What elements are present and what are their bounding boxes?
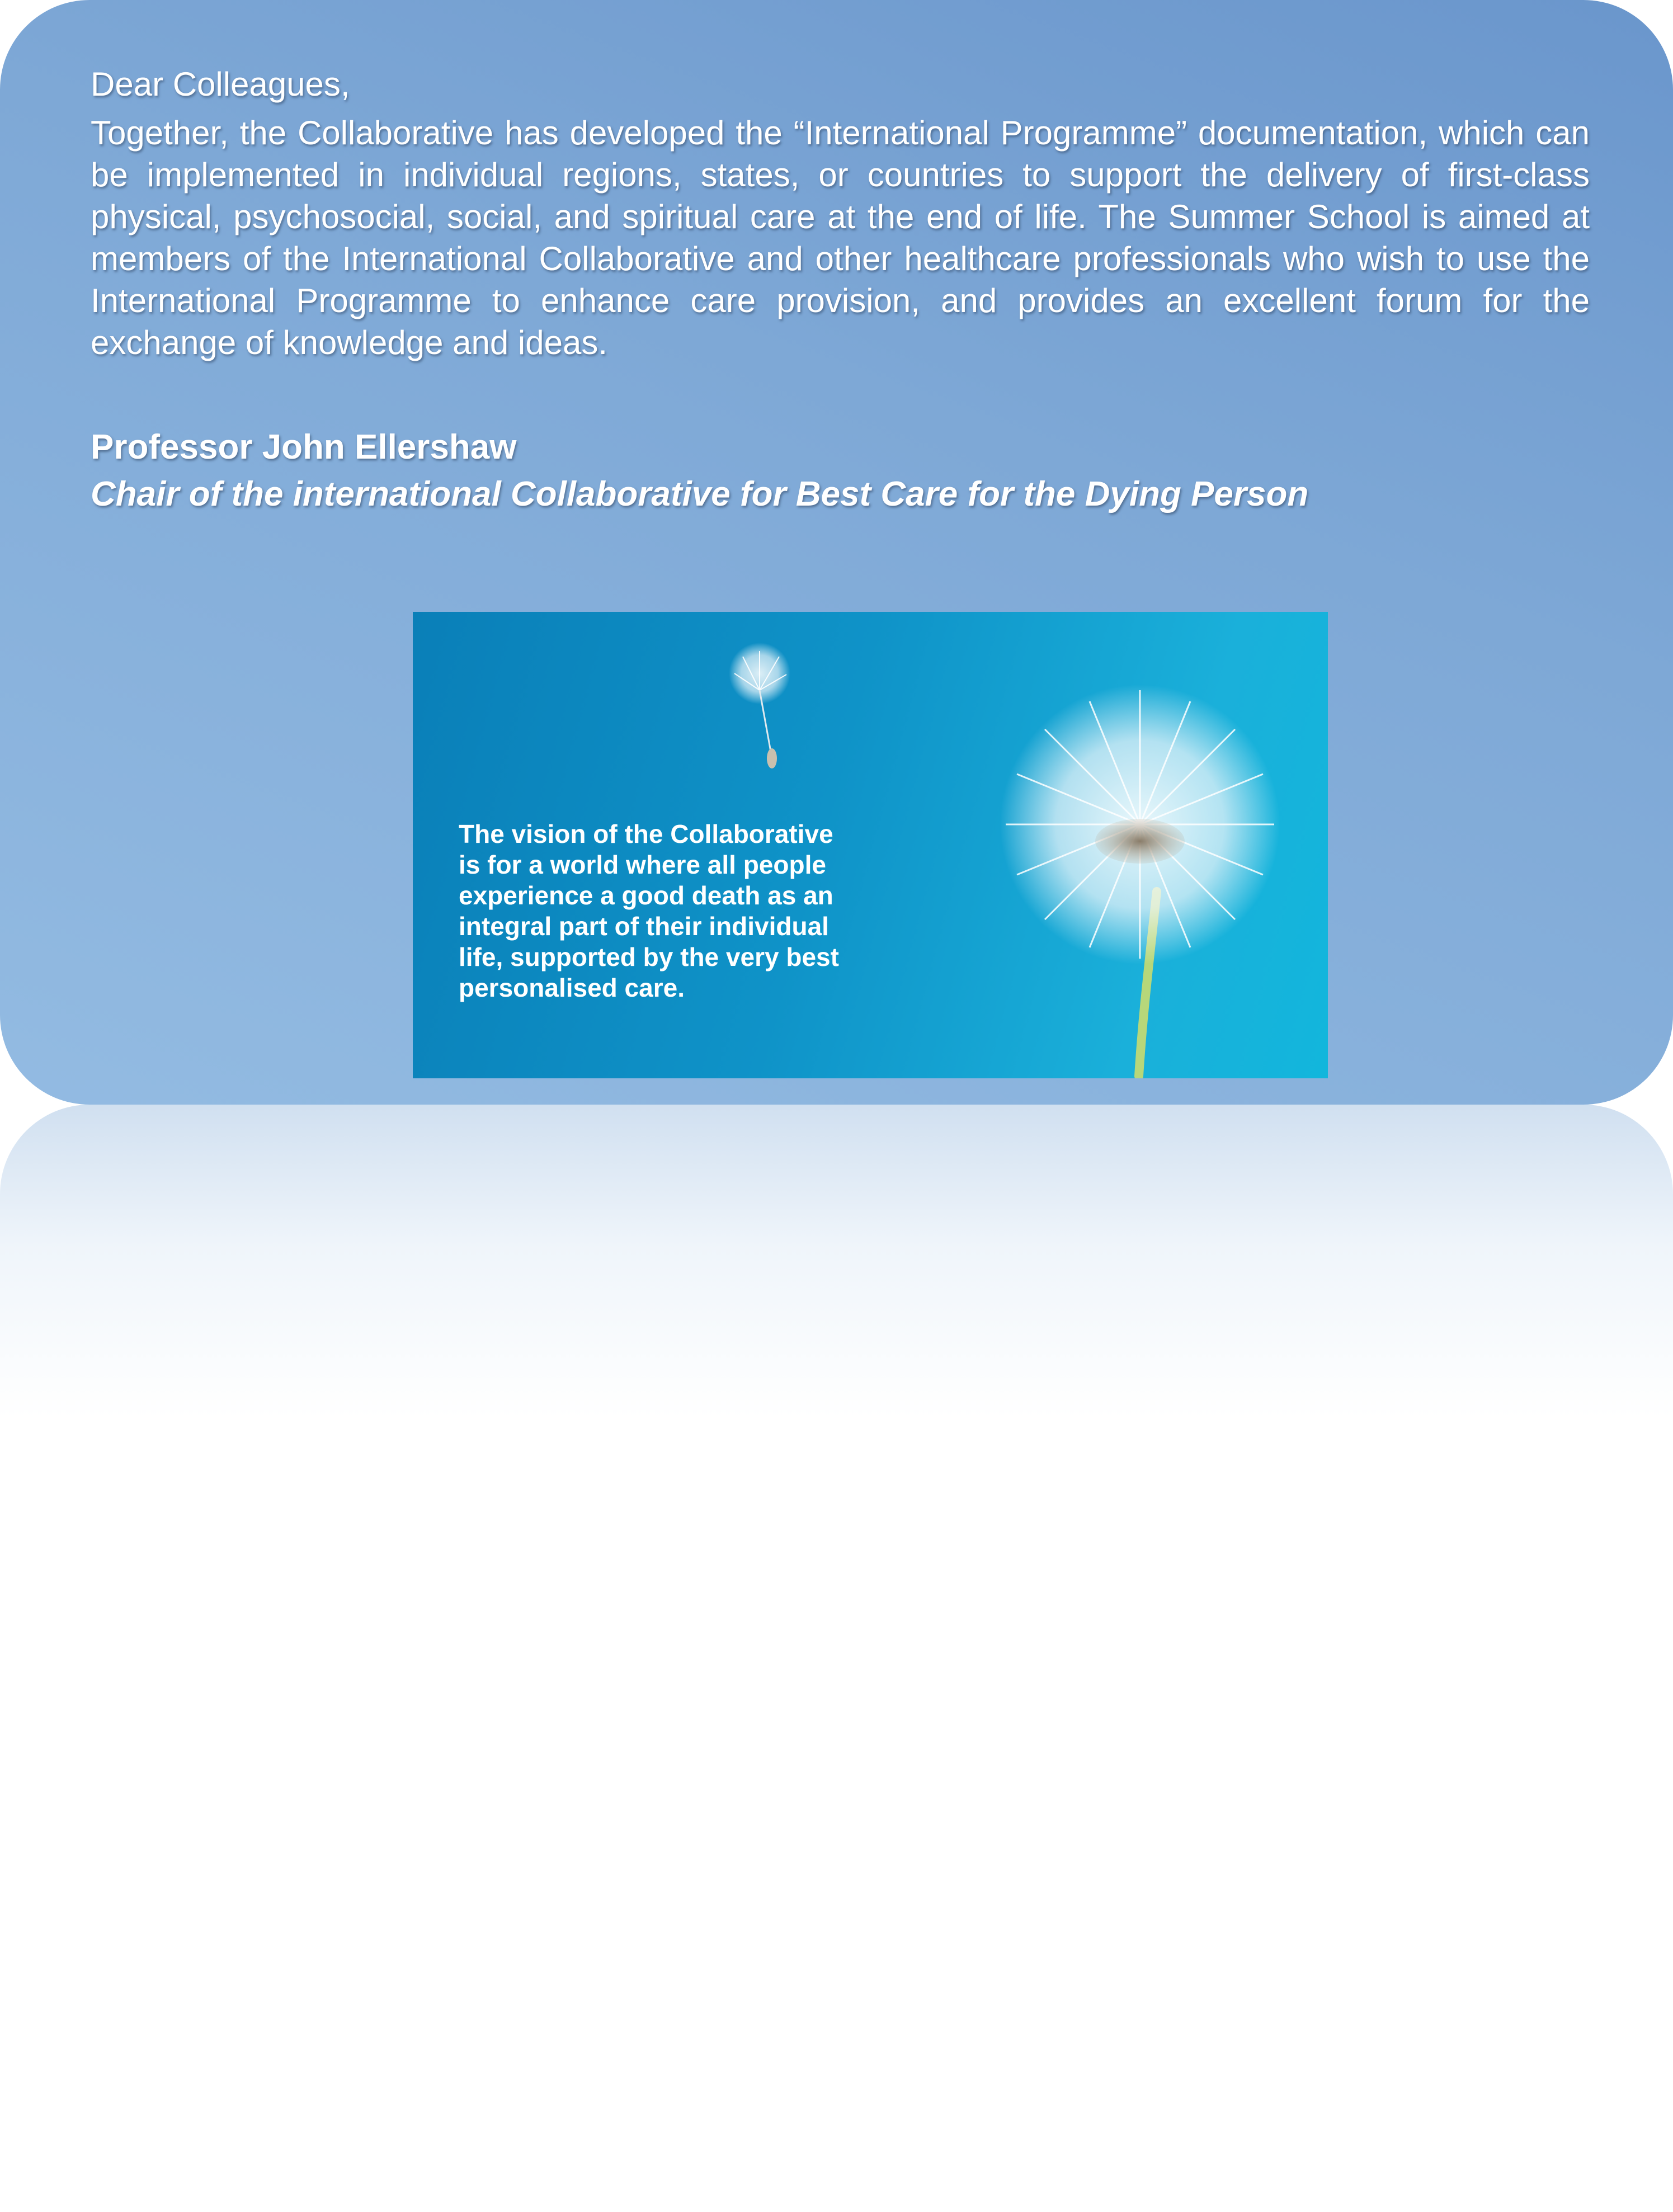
letter-text-block (91, 62, 1590, 518)
floating-seed (729, 643, 790, 768)
vision-statement: The vision of the Collaborative is for a world where all people experience a good death as an integral part of their individual life, supported by the very best personalised care. (459, 819, 839, 1002)
signer-title: Chair of the international Collaborative for Best Care for the Dying Person (91, 475, 1309, 513)
signer-name: Professor John Ellershaw (91, 428, 517, 466)
card-reflection (0, 1105, 1673, 1418)
salutation: Dear Colleagues, (91, 65, 350, 103)
letter-body: Together, the Collaborative has developed the “International Programme” documentation, which can be implemented in individual regions, states, or countries to support the delivery of first-class physical, psychosocial, social, and spiritual care at the end of life. The Summer School is aimed at members of the International Collaborative and other healthcare professionals who wish to use the International Programme to enhance care provision, and provides an excellent forum for the exchange of knowledge and ideas. (91, 114, 1590, 361)
letter-card (0, 0, 1673, 1105)
dandelion-head (1000, 685, 1280, 964)
vision-banner (413, 612, 1328, 1078)
